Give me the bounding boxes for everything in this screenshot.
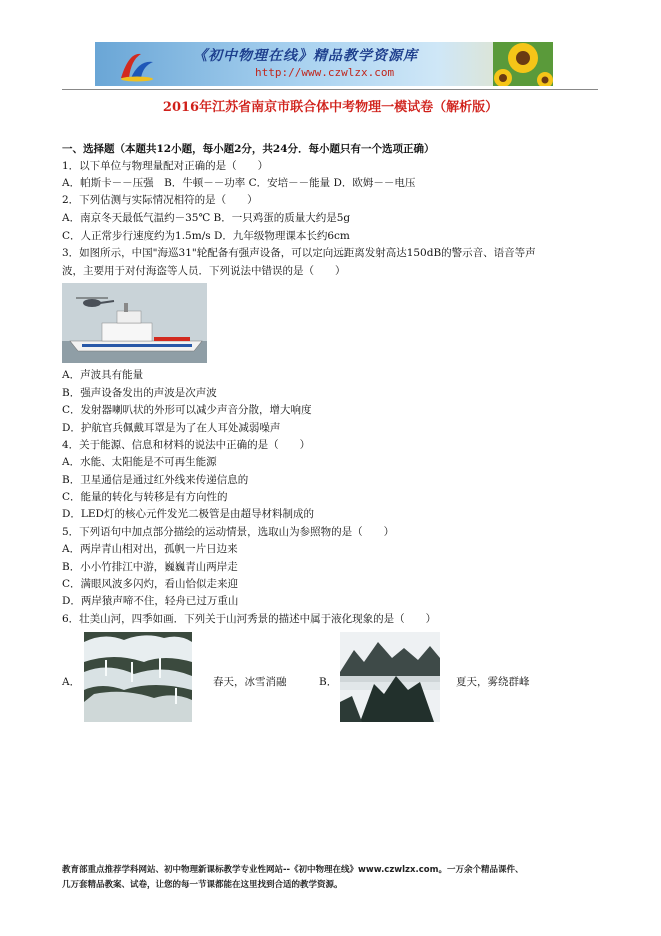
misty-peaks-photo: [340, 632, 440, 722]
banner-title: 《初中物理在线》精品教学资源库: [193, 48, 418, 64]
question-3-stem-line2: 波，主要用于对付海盗等人员．下列说法中错误的是（ ）: [62, 265, 346, 277]
question-2-options-cd: C．人正常步行速度约为1.5m/s D．九年级物理课本长约6cm: [62, 230, 350, 242]
banner-url: http://www.czwlzx.com: [255, 66, 395, 79]
question-1-options: A．帕斯卡－－压强 B．牛顿－－功率 C．安培－－能量 D．欧姆－－电压: [62, 177, 416, 189]
question-4-option-d: D．LED灯的核心元件发光二极管是由超导材料制成的: [62, 508, 314, 520]
melting-ice-photo: [84, 632, 192, 722]
question-3-option-d: D．护航官兵佩戴耳罩是为了在人耳处减弱噪声: [62, 422, 281, 434]
question-6-option-a-caption: 春天，冰雪消融: [213, 676, 287, 688]
question-6-option-b-label: B．: [319, 676, 338, 688]
question-4-option-c: C．能量的转化与转移是有方向性的: [62, 491, 228, 503]
sunflower-icon: [493, 42, 553, 86]
question-3-stem-line1: 3．如图所示，中国"海巡31"轮配备有强声设备，可以定向远距离发射高达150dB的警示音、语音等声: [62, 247, 536, 259]
page-title: 2016年江苏省南京市联合体中考物理一模试卷（解析版）: [162, 100, 499, 115]
footer-line-1: 教育部重点推荐学科网站、初中物理新课标教学专业性网站--《初中物理在线》www.czwlzx.com。一万余个精品课件、: [62, 865, 524, 875]
question-1-stem: 1．以下单位与物理量配对正确的是（ ）: [62, 160, 269, 172]
question-5-stem: 5．下列语句中加点部分描绘的运动情景，选取山为参照物的是（ ）: [62, 526, 395, 538]
question-3-option-a: A．声波具有能量: [62, 369, 144, 381]
question-2-options-ab: A．南京冬天最低气温约－35℃ B．一只鸡蛋的质量大约是5g: [62, 212, 351, 224]
question-4-option-a: A．水能、太阳能是不可再生能源: [62, 456, 217, 468]
question-5-option-d: D．两岸猿声啼不住，轻舟已过万重山: [62, 595, 239, 607]
header-divider: [62, 89, 598, 90]
question-3-option-c: C．发射器喇叭状的外形可以减少声音分散，增大响度: [62, 404, 312, 416]
question-5-option-c: C．满眼风波多闪灼，看山恰似走来迎: [62, 578, 239, 590]
header-banner: [95, 42, 553, 86]
question-4-stem: 4．关于能源、信息和材料的说法中正确的是（ ）: [62, 439, 311, 451]
question-4-option-b: B．卫星通信是通过红外线来传递信息的: [62, 474, 249, 486]
ship-photo: [62, 283, 207, 363]
footer-line-2: 几万套精品教案、试卷，让您的每一节课都能在这里找到合适的教学资源。: [62, 880, 343, 890]
question-2-stem: 2．下列估测与实际情况相符的是（ ）: [62, 194, 258, 206]
question-6-option-b-caption: 夏天，雾绕群峰: [456, 676, 530, 688]
site-logo-icon: [117, 48, 157, 82]
question-6-option-a-label: A．: [62, 676, 81, 688]
question-3-option-b: B．强声设备发出的声波是次声波: [62, 387, 217, 399]
section-heading: 一、选择题（本题共12小题，每小题2分，共24分．每小题只有一个选项正确）: [62, 143, 435, 155]
question-5-option-b: B．小小竹排江中游，巍巍青山两岸走: [62, 561, 238, 573]
question-5-option-a: A．两岸青山相对出，孤帆一片日边来: [62, 543, 238, 555]
question-6-stem: 6．壮美山河，四季如画．下列关于山河秀景的描述中属于液化现象的是（ ）: [62, 613, 437, 625]
